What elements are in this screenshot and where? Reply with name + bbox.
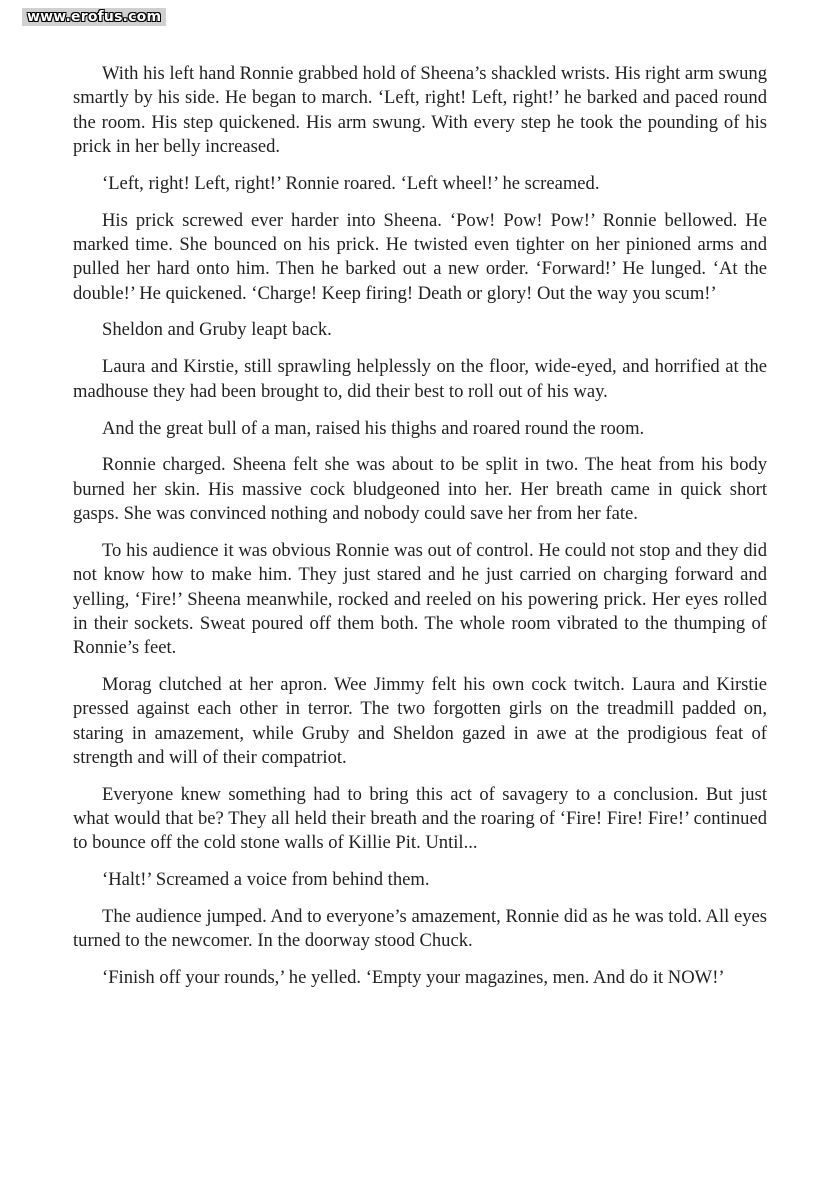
paragraph: And the great bull of a man, raised his thighs and roared round the room. [102,417,645,439]
paragraph: ‘Left, right! Left, right!’ Ronnie roared. ‘Left wheel!’ he screamed. [102,172,600,194]
paragraph: Sheldon and Gruby leapt back. [102,319,332,341]
paragraph: ‘Finish off your rounds,’ he yelled. ‘Empty your magazines, men. And do it NOW!’ [102,967,725,989]
paragraph: Everyone knew something had to bring this act of savagery to a conclusion. But just what would that be? They all held their breath and the roaring of ‘Fire! Fire! Fire!’ continued to bounce off the cold stone walls of Killie Pit. Until... [73,783,767,854]
paragraph: The audience jumped. And to everyone’s amazement, Ronnie did as he was told. All eyes turned to the newcomer. In the doorway stood Chuck. [73,906,767,952]
paragraph: His prick screwed ever harder into Sheena. ‘Pow! Pow! Pow!’ Ronnie bellowed. He marked time. She bounced on his prick. He twisted even tighter on her pinioned arms and pulled her hard onto him. Then he barked out a new order. ‘Forward!’ He lunged. ‘At the double!’ He quickened. ‘Charge! Keep firing! Death or glory! Out the way you scum!’ [73,209,767,304]
paragraph: Morag clutched at her apron. Wee Jimmy felt his own cock twitch. Laura and Kirstie pressed against each other in terror. The two forgotten girls on the treadmill padded on, staring in amazement, while Gruby and Sheldon gazed in awe at the prodigious feat of strength and will of their compatriot. [73,673,767,768]
watermark-logo: www.erofus.com [22,8,166,26]
page-body [73,62,767,1003]
paragraph: ‘Halt!’ Screamed a voice from behind them. [102,869,430,891]
paragraph: To his audience it was obvious Ronnie was out of control. He could not stop and they did not know how to make him. They just stared and he just carried on charging forward and yelling, ‘Fire!’ Sheena meanwhile, rocked and reeled on his powering prick. Her eyes rolled in their sockets. Sweat poured off them both. The whole room vibrated to the thumping of Ronnie’s feet. [73,539,767,659]
paragraph: Laura and Kirstie, still sprawling helplessly on the floor, wide-eyed, and horrified at the madhouse they had been brought to, did their best to roll out of his way. [73,356,767,402]
paragraph: Ronnie charged. Sheena felt she was about to be split in two. The heat from his body burned her skin. His massive cock bludgeoned into her. Her breath came in quick short gasps. She was convinced nothing and nobody could save her from her fate. [73,454,767,525]
paragraph: With his left hand Ronnie grabbed hold of Sheena’s shackled wrists. His right arm swung smartly by his side. He began to march. ‘Left, right! Left, right!’ he barked and paced round the room. His step quickened. His arm swung. With every step he took the pounding of his prick in her belly increased. [73,63,767,157]
